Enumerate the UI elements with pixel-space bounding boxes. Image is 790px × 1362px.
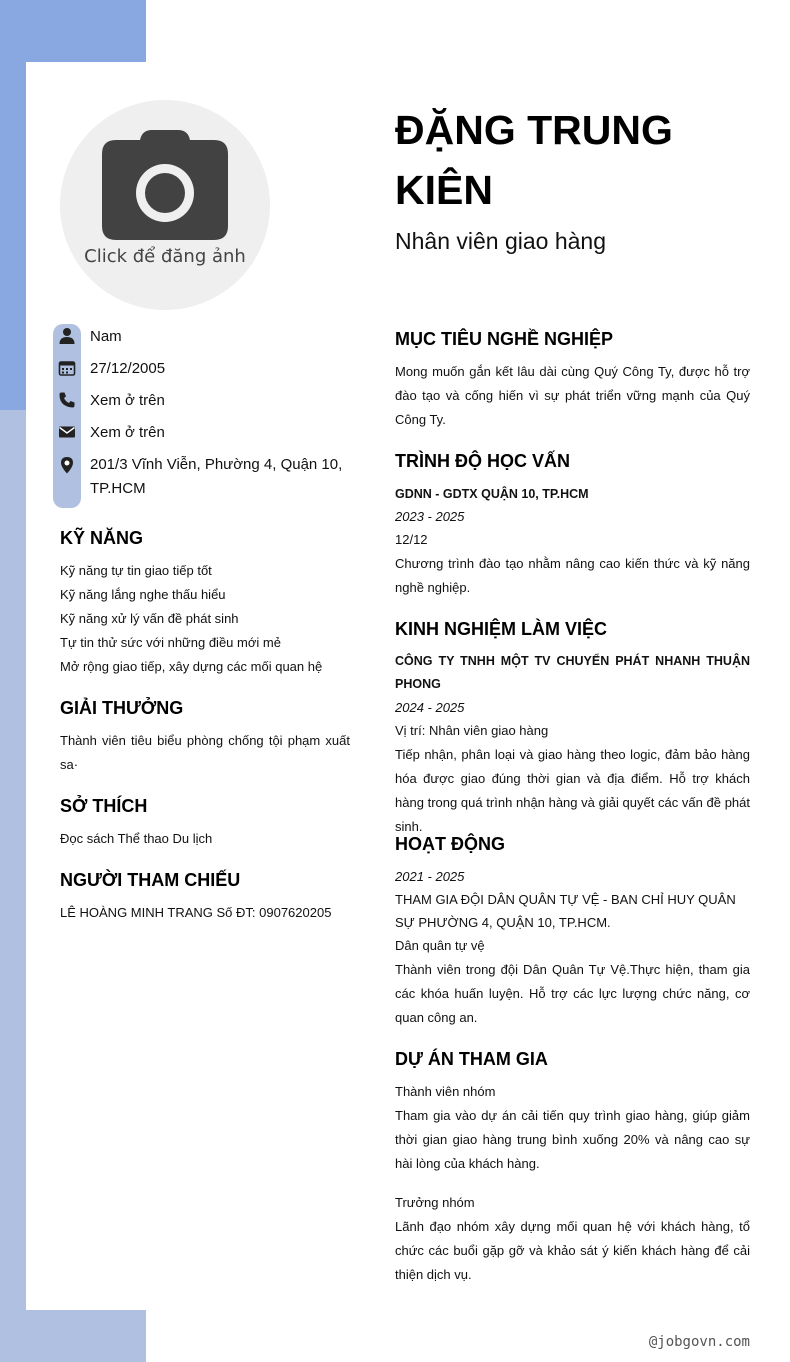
project-role: Trưởng nhóm bbox=[395, 1195, 475, 1210]
activities-organization: THAM GIA ĐỘI DÂN QUÂN TỰ VỆ - BAN CHỈ HUY QUÂN SỰ PHƯỜNG 4, QUẬN 10, TP.HCM. bbox=[395, 892, 736, 930]
email-value: Xem ở trên bbox=[90, 424, 165, 441]
education-period: 2023 - 2025 bbox=[395, 509, 465, 524]
skill-item: Kỹ năng xử lý vấn đề phát sinh bbox=[60, 611, 239, 626]
education-school: GDNN - GDTX QUẬN 10, TP.HCM bbox=[395, 487, 589, 501]
person-icon bbox=[58, 327, 76, 345]
job-title: Nhân viên giao hàng bbox=[395, 228, 606, 254]
experience-position: Vị trí: Nhân viên giao hàng bbox=[395, 723, 549, 738]
hobbies-title: SỞ THÍCH bbox=[60, 796, 148, 816]
references-text: LÊ HOÀNG MINH TRANG Số ĐT: 0907620205 bbox=[60, 905, 332, 920]
experience-description: Tiếp nhận, phân loại và giao hàng theo logic, đảm bảo hàng hóa được giao đúng thời gian và địa điểm. Hỗ trợ khách hàng trong quá trình nhận hàng và giải quyết các vấn đề phát sinh. bbox=[395, 747, 750, 834]
birthday-value: 27/12/2005 bbox=[90, 360, 166, 377]
photo-caption: Click để đăng ảnh bbox=[84, 246, 246, 267]
skill-item: Mở rộng giao tiếp, xây dựng các mối quan hệ bbox=[60, 659, 323, 674]
phone-icon bbox=[58, 391, 76, 409]
activities-description: Thành viên trong đội Dân Quân Tự Vệ.Thực hiện, tham gia các khóa huấn luyện. Hỗ trợ các lực lượng chức năng, cơ quan công an. bbox=[395, 962, 750, 1025]
experience-title: KINH NGHIỆM LÀM VIỆC bbox=[395, 619, 608, 639]
hobbies-text: Đọc sách Thể thao Du lịch bbox=[60, 831, 213, 846]
photo-upload[interactable] bbox=[60, 100, 270, 310]
project-role: Thành viên nhóm bbox=[395, 1084, 496, 1099]
objective-text: Mong muốn gắn kết lâu dài cùng Quý Công Ty, được hỗ trợ đào tạo và cống hiến vì sự phát triển vững mạnh của Quý Công Ty. bbox=[395, 364, 750, 427]
experience-company: CÔNG TY TNHH MỘT TV CHUYỂN PHÁT NHANH THUẬN PHONG bbox=[395, 654, 750, 691]
envelope-icon bbox=[58, 423, 76, 441]
skills-title: KỸ NĂNG bbox=[60, 528, 144, 548]
gender-value: Nam bbox=[90, 328, 122, 345]
calendar-icon bbox=[58, 359, 76, 377]
objective-title: MỤC TIÊU NGHỀ NGHIỆP bbox=[395, 329, 614, 349]
activities-title: HOẠT ĐỘNG bbox=[395, 834, 505, 854]
experience-period: 2024 - 2025 bbox=[395, 700, 465, 715]
awards-title: GIẢI THƯỞNG bbox=[60, 698, 184, 718]
skill-item: Kỹ năng lắng nghe thấu hiểu bbox=[60, 587, 226, 602]
skill-item: Kỹ năng tự tin giao tiếp tốt bbox=[60, 563, 212, 578]
address-value: 201/3 Vĩnh Viễn, Phường 4, Quận 10, TP.HCM bbox=[90, 456, 343, 497]
project-description: Tham gia vào dự án cải tiến quy trình giao hàng, giúp giảm thời gian giao hàng trung bình xuống 20% và nâng cao sự hài lòng của khách hàng. bbox=[395, 1108, 750, 1171]
projects-title: DỰ ÁN THAM GIA bbox=[395, 1049, 548, 1069]
project-description: Lãnh đạo nhóm xây dựng mối quan hệ với khách hàng, tổ chức các buổi gặp gỡ và khảo sát ý kiến khách hàng để cải thiện dịch vụ. bbox=[395, 1219, 750, 1282]
activities-period: 2021 - 2025 bbox=[395, 869, 465, 884]
camera-icon bbox=[102, 130, 228, 240]
contact-bar bbox=[53, 324, 81, 508]
location-pin-icon bbox=[58, 456, 76, 474]
activities-role: Dân quân tự vệ bbox=[395, 938, 485, 953]
candidate-name: ĐẶNG TRUNG KIÊN bbox=[395, 107, 673, 213]
phone-value: Xem ở trên bbox=[90, 392, 165, 409]
skill-item: Tự tin thử sức với những điều mới mẻ bbox=[60, 635, 281, 650]
watermark: @jobgovn.com bbox=[648, 1334, 750, 1350]
references-title: NGƯỜI THAM CHIẾU bbox=[60, 870, 241, 890]
awards-text: Thành viên tiêu biểu phòng chống tội phạm xuất sa· bbox=[60, 733, 350, 772]
education-title: TRÌNH ĐỘ HỌC VẤN bbox=[395, 451, 570, 471]
education-description: Chương trình đào tạo nhằm nâng cao kiến thức và kỹ năng nghề nghiệp. bbox=[395, 556, 750, 595]
education-grade: 12/12 bbox=[395, 532, 428, 547]
